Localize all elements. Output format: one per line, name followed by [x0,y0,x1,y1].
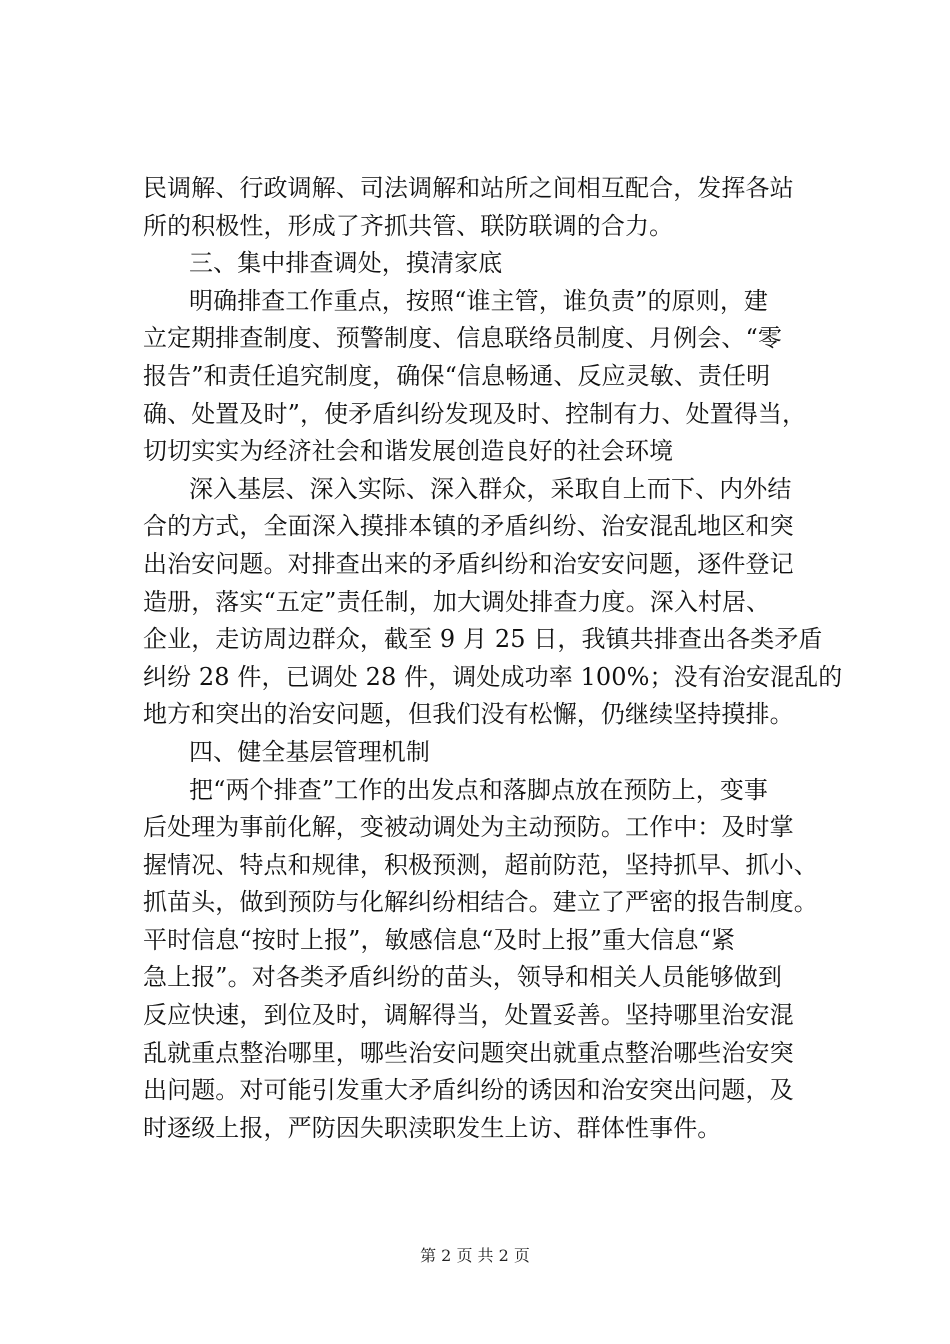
paragraph-first-line: 把“两个排查”工作的出发点和落脚点放在预防上，变事 [189,775,769,804]
paragraph-first-line: 深入基层、深入实际、深入群众，采取自上而下、内外结 [189,474,792,503]
body-line: 出治安问题。对排查出来的矛盾纠纷和治安安问题，逐件登记 [143,549,794,578]
body-line: 民调解、行政调解、司法调解和站所之间相互配合，发挥各站 [143,174,794,202]
body-line: 握情况、特点和规律，积极预测，超前防范，坚持抓早、抓小、 [143,850,818,879]
body-line: 平时信息“按时上报”，敏感信息“及时上报”重大信息“紧 [143,925,736,954]
body-line: 出问题。对可能引发重大矛盾纠纷的诱因和治安突出问题，及 [143,1076,794,1105]
body-line: 所的积极性，形成了齐抓共管、联防联调的合力。 [143,211,674,240]
section-heading: 三、集中排查调处，摸清家底 [189,249,503,278]
body-line: 报告”和责任追究制度，确保“信息畅通、反应灵敏、责任明 [143,361,771,390]
section-heading: 四、健全基层管理机制 [189,737,430,766]
body-line: 后处理为事前化解，变被动调处为主动预防。工作中：及时掌 [143,813,794,842]
body-line: 地方和突出的治安问题，但我们没有松懈，仍继续坚持摸排。 [143,700,794,729]
page-number-footer: 第 2 页 共 2 页 [420,1246,530,1265]
body-line: 确、处置及时”，使矛盾纠纷发现及时、控制有力、处置得当， [143,399,807,428]
body-line: 合的方式，全面深入摸排本镇的矛盾纠纷、治安混乱地区和突 [143,512,794,541]
body-line: 切切实实为经济社会和谐发展创造良好的社会环境 [143,437,674,466]
body-line: 乱就重点整治哪里，哪些治安问题突出就重点整治哪些治安突 [143,1038,794,1067]
body-line: 纠纷 28 件，已调处 28 件，调处成功率 100%；没有治安混乱的 [143,662,843,691]
document-body [143,170,843,1147]
body-line: 时逐级上报，严防因失职渎职发生上访、群体性事件。 [143,1113,722,1142]
body-line: 造册，落实“五定”责任制，加大调处排查力度。深入村居、 [143,587,771,616]
paragraph-first-line: 明确排查工作重点，按照“谁主管，谁负责”的原则，建 [189,286,769,315]
body-line: 急上报”。对各类矛盾纠纷的苗头，领导和相关人员能够做到 [143,963,782,992]
body-line: 反应快速，到位及时，调解得当，处置妥善。坚持哪里治安混 [143,1001,794,1030]
body-line: 立定期排查制度、预警制度、信息联络员制度、月例会、“零 [143,324,782,353]
body-line: 企业，走访周边群众，截至 9 月 25 日，我镇共排查出各类矛盾 [143,625,823,654]
body-line: 抓苗头，做到预防与化解纠纷相结合。建立了严密的报告制度。 [143,888,818,917]
